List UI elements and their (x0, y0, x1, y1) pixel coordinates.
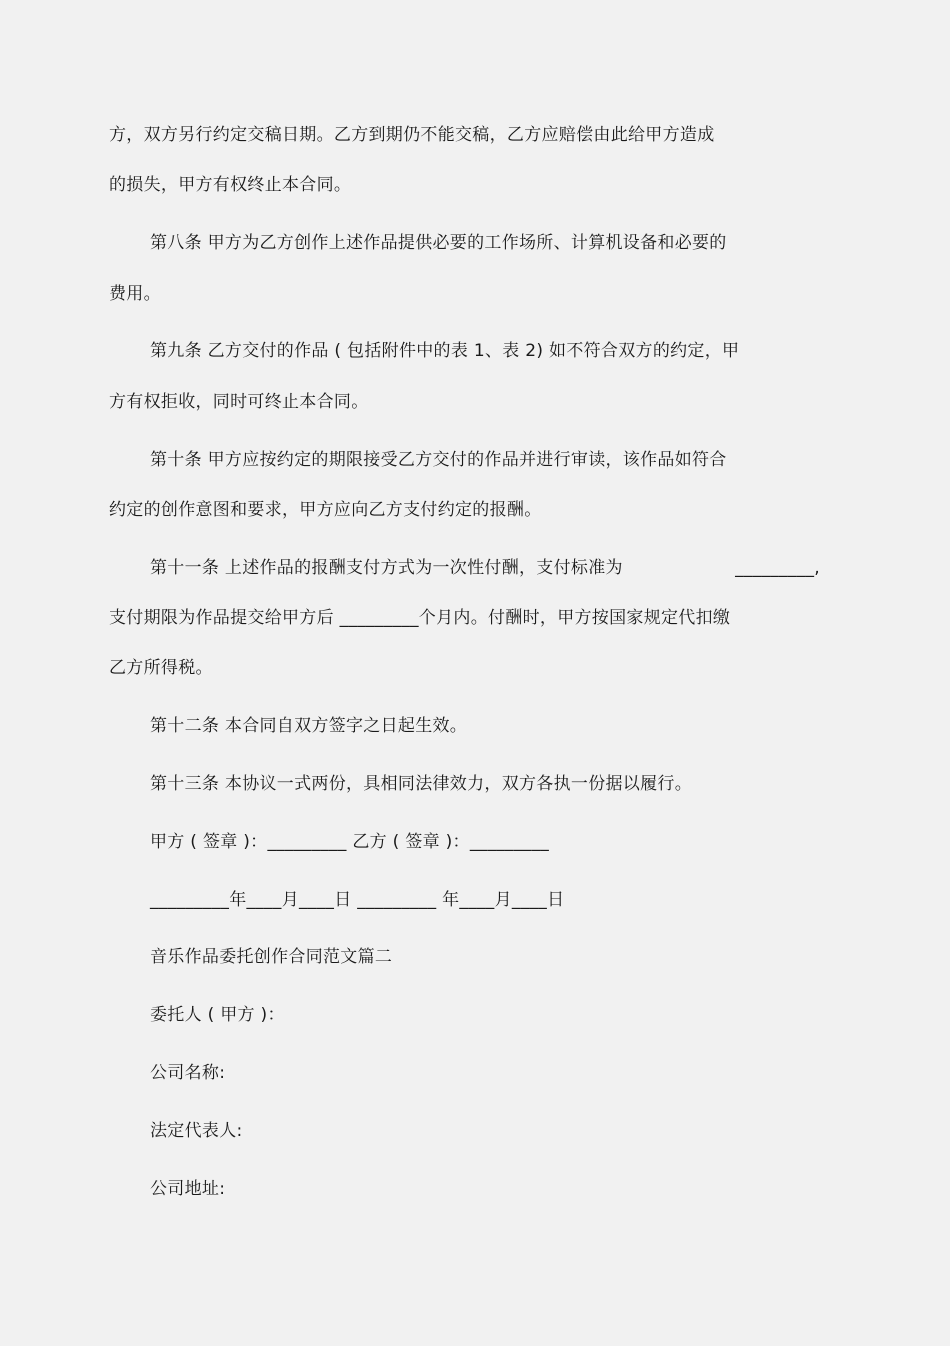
text-line: 乙方所得税。 (109, 658, 213, 678)
clause-11-text: 第十一条 上述作品的报酬支付方式为一次性付酬，支付标准为 (150, 558, 623, 578)
clause-8: 第八条 甲方为乙方创作上述作品提供必要的工作场所、计算机设备和必要的 (150, 233, 727, 253)
clause-13: 第十三条 本协议一式两份，具相同法律效力，双方各执一份据以履行。 (150, 774, 693, 794)
client-label: 委托人 ( 甲方 )： (150, 1005, 285, 1025)
clause-11 (150, 557, 820, 579)
legal-rep-label: 法定代表人: (150, 1121, 243, 1141)
text-line: 方，双方另行约定交稿日期。乙方到期仍不能交稿，乙方应赔偿由此给甲方造成 (109, 125, 715, 145)
clause-12: 第十二条 本合同自双方签字之日起生效。 (150, 716, 468, 736)
section-title: 音乐作品委托创作合同范文篇二 (150, 947, 393, 967)
text-line: 方有权拒收，同时可终止本合同。 (109, 392, 369, 412)
payment-standard-blank: _________, (735, 558, 820, 578)
clause-10: 第十条 甲方应按约定的期限接受乙方交付的作品并进行审读，该作品如符合 (150, 450, 727, 470)
signature-line: 甲方 ( 签章 )：_________ 乙方 ( 签章 )：_________ (150, 832, 550, 852)
text-line: 的损失，甲方有权终止本合同。 (109, 175, 352, 195)
clause-9: 第九条 乙方交付的作品 ( 包括附件中的表 1、表 2) 如不符合双方的约定，甲 (150, 341, 740, 361)
text-line: 支付期限为作品提交给甲方后 _________个月内。付酬时，甲方按国家规定代扣缴 (109, 608, 731, 628)
date-line: _________年____月____日 _________ 年____月____日 (150, 890, 565, 910)
company-address-label: 公司地址: (150, 1179, 226, 1199)
text-line: 费用。 (109, 284, 161, 304)
text-line: 约定的创作意图和要求，甲方应向乙方支付约定的报酬。 (109, 500, 542, 520)
company-name-label: 公司名称: (150, 1063, 226, 1083)
